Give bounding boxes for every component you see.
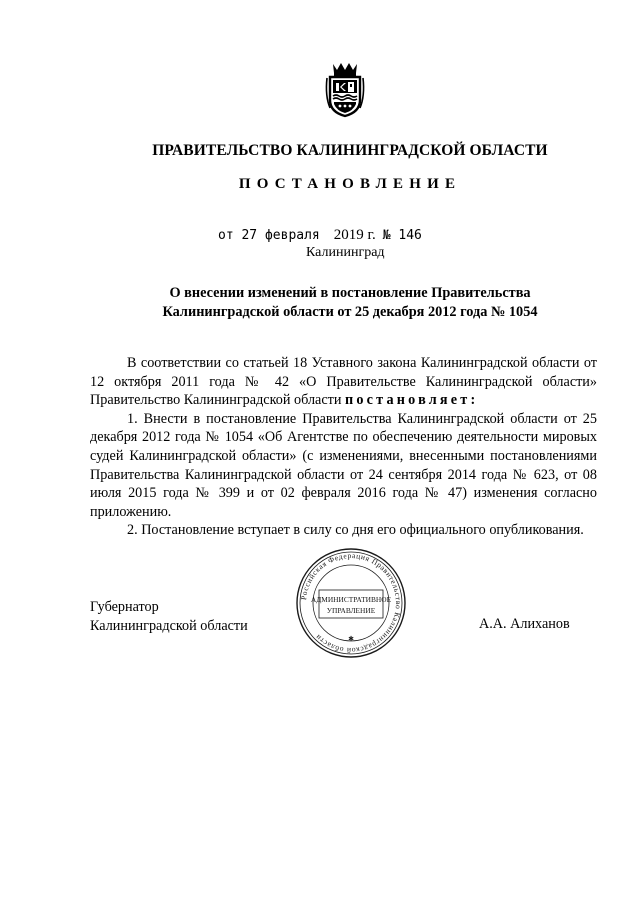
signer-position (90, 598, 248, 636)
clause-1: 1. Внести в постановление Правительства Калининградской области от 25 декабря 2012 года № 1054 «Об Агентстве по обеспечению деятельности мировых судей Калининградской области» (с изменениями, внесенными постановлениями Правительства Калининградской области от 24 сентября 2014 года № 623, от 08 июля 2015 года № 399 и от 02 февраля 2016 года № 47) изменения согласно приложению. (90, 410, 597, 520)
preamble-text: В соответствии со статьей 18 Уставного закона Калининградской области от 12 октября 2011 года № 42 «О Правительстве Калининградской области» Правительство Калининградской области (90, 355, 597, 409)
clause-2: 2. Постановление вступает в силу со дня его официального опубликования. (127, 522, 584, 539)
decrees-word: постановляет: (344, 392, 479, 409)
signer-name: А.А. Алиханов (479, 616, 570, 632)
seal-center-line-1: АДМИНИСТРАТИВНОЕ (310, 595, 392, 604)
date-number-line (218, 227, 422, 244)
document-subject (100, 284, 600, 322)
date-year: 2019 г. (333, 227, 376, 243)
coat-of-arms-icon (323, 60, 367, 118)
date-prefix: от (218, 228, 242, 243)
subject-line-1: О внесении изменений в постановление Правительства (169, 285, 531, 301)
seal-center-line-2: УПРАВЛЕНИЕ (326, 606, 376, 615)
official-seal-icon (294, 546, 408, 660)
government-title: ПРАВИТЕЛЬСТВО КАЛИНИНГРАДСКОЙ ОБЛАСТИ (152, 142, 548, 159)
seal-outer-text: Российская Федерация Правительство Калининградской области (299, 550, 404, 656)
date-day-month: 27 февраля (241, 228, 320, 243)
document-type: ПОСТАНОВЛЕНИЕ (238, 176, 462, 192)
document-body (90, 354, 597, 540)
document-number: № 146 (382, 228, 422, 243)
signer-position-line-2: Калининградской области (90, 618, 248, 634)
subject-line-2: Калининградской области от 25 декабря 2012 года № 1054 (162, 304, 538, 320)
preamble-paragraph (90, 354, 597, 410)
city: Калининград (306, 245, 385, 260)
seal-star-icon: ✱ (348, 635, 354, 643)
signer-position-line-1: Губернатор (90, 599, 159, 615)
